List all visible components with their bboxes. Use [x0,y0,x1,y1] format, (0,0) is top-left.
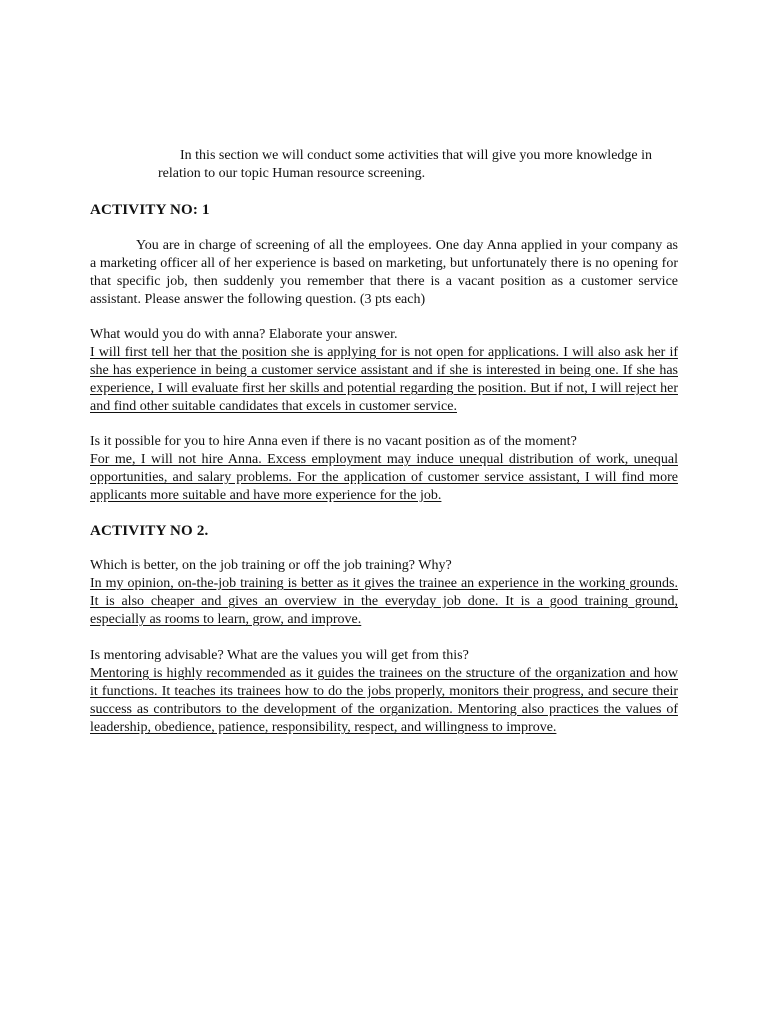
activity-1-heading: ACTIVITY NO: 1 [90,202,210,218]
activity-2-question-2: Is mentoring advisable? What are the values you will get from this? [90,648,469,663]
activity-1-question-2: Is it possible for you to hire Anna even if there is no vacant position as of the moment? [90,434,577,449]
intro-paragraph: In this section we will conduct some activities that will give you more knowledge in relation to our topic Human resource screening. [158,148,653,181]
activity-2-question-1: Which is better, on the job training or off the job training? Why? [90,558,452,573]
activity-1-scenario: You are in charge of screening of all the employees. One day Anna applied in your company as a marketing officer all of her experience is based on marketing, but unfortunately there is no opening for that specific job, then suddenly you remember that there is a vacant position as a customer service assistant. Please answer the following question. (3 pts each) [90,238,678,307]
activity-1-answer-1: I will first tell her that the position she is applying for is not open for applications. I will also ask her if she has experience in being a customer service assistant and if she is interested in being one. If she has experience, I will evaluate first her skills and potential regarding the position. But if not, I will reject her and find other suitable candidates that excels in customer service. [90,345,678,414]
activity-2-answer-1: In my opinion, on-the-job training is better as it gives the trainee an experience in the working grounds. It is also cheaper and gives an overview in the everyday job done. It is a good training ground, especially as rooms to learn, grow, and improve. [90,576,678,627]
activity-1-question-1: What would you do with anna? Elaborate your answer. [90,327,398,342]
activity-2-answer-2: Mentoring is highly recommended as it guides the trainees on the structure of the organization and how it functions. It teaches its trainees how to do the jobs properly, monitors their progress, and secure their success as contributors to the development of the organization. Mentoring also practices the values of leadership, obedience, patience, responsibility, respect, and willingness to improve. [90,666,678,735]
activity-2-heading: ACTIVITY NO 2. [90,523,209,539]
activity-1-answer-2: For me, I will not hire Anna. Excess employment may induce unequal distribution of work, unequal opportunities, and salary problems. For the application of customer service assistant, I will find more applicants more suitable and have more experience for the job. [90,452,678,503]
